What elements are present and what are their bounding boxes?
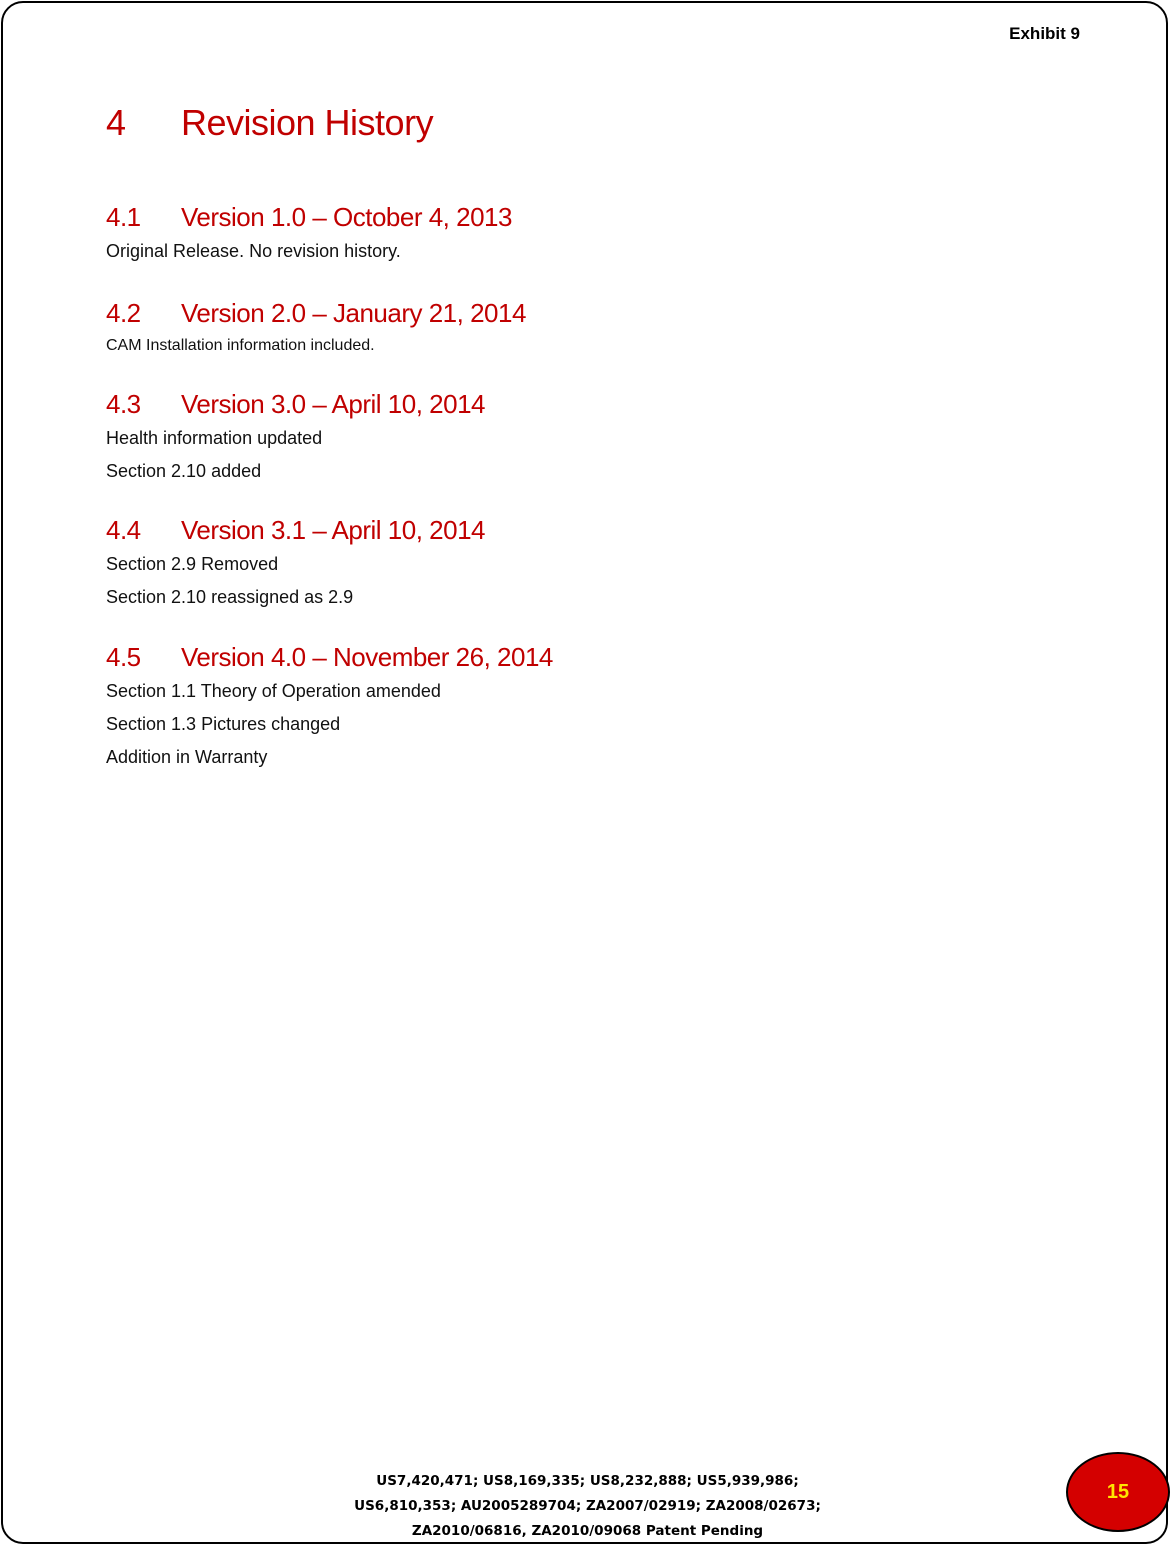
section-4-1 [106,199,512,268]
section-text-line: Section 1.3 Pictures changed [106,714,341,734]
section-heading [106,512,485,548]
section-text-line: Section 1.1 Theory of Operation amended [106,681,441,701]
chapter-heading [106,102,433,144]
section-title: Version 3.1 – April 10, 2014 [181,515,486,545]
section-4-3 [106,386,485,488]
section-text-line: Section 2.10 reassigned as 2.9 [106,587,354,607]
section-heading [106,386,485,422]
chapter-title: Revision History [181,102,434,143]
patent-line: ZA2010/06816, ZA2010/09068 Patent Pending [411,1523,764,1539]
section-title: Version 1.0 – October 4, 2013 [181,202,512,232]
section-text-line: Original Release. No revision history. [106,241,401,261]
section-number: 4.4 [106,515,141,545]
section-title: Version 3.0 – April 10, 2014 [181,389,486,419]
section-4-4 [106,512,485,614]
section-number: 4.3 [106,389,141,419]
section-text-line: Section 2.9 Removed [106,554,279,574]
section-4-2 [106,295,526,361]
patent-line: US6,810,353; AU2005289704; ZA2007/02919; ZA2008/02673; [354,1498,821,1514]
exhibit-label: Exhibit 9 [1009,24,1080,43]
section-text-line: Section 2.10 added [106,461,262,481]
patent-footer [0,1469,1175,1544]
section-text-line: Addition in Warranty [106,747,268,767]
patent-line: US7,420,471; US8,169,335; US8,232,888; US5,939,986; [376,1473,799,1489]
chapter-number: 4 [106,102,126,143]
section-heading [106,295,526,331]
section-number: 4.5 [106,642,141,672]
section-title: Version 4.0 – November 26, 2014 [181,642,553,672]
section-title: Version 2.0 – January 21, 2014 [181,298,526,328]
page-number-badge: 15 [1066,1452,1170,1532]
section-text-line: Health information updated [106,428,323,448]
section-number: 4.1 [106,202,141,232]
section-text-line: CAM Installation information included. [106,337,375,354]
section-4-5 [106,639,553,774]
section-heading [106,639,553,675]
section-heading [106,199,512,235]
section-number: 4.2 [106,298,141,328]
